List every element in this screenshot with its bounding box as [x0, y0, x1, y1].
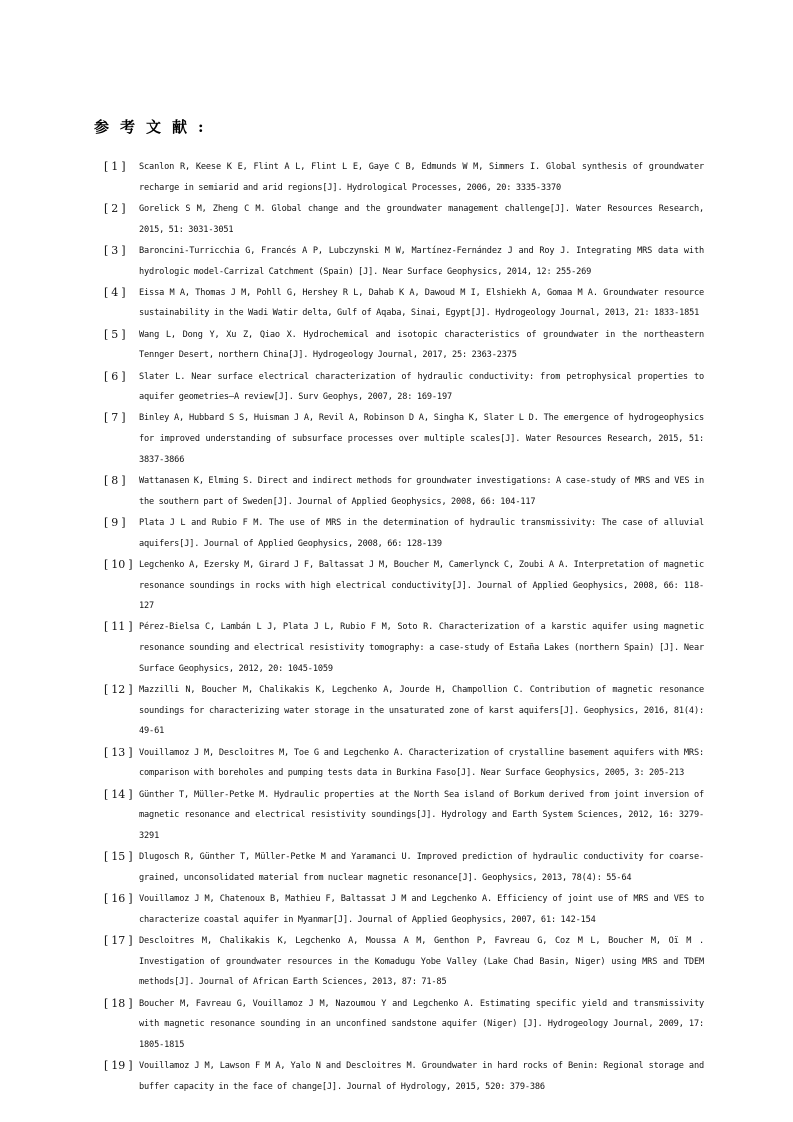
reference-text: Plata J L and Rubio F M. The use of MRS in the determination of hydraulic transmissivity: The case of alluvial aquifers[J]. Journal of Applied Geophysics, 2008, 66: 128-139 — [139, 517, 704, 549]
reference-item — [104, 367, 704, 408]
reference-number: [ 18 ] — [104, 996, 133, 1010]
reference-number: [ 13 ] — [104, 745, 133, 759]
reference-text: Eissa M A, Thomas J M, Pohll G, Hershey R L, Dahab K A, Dawoud M I, Elshiekh A, Gomaa M A. Groundwater resource sustainability in the Wadi Watir delta, Gulf of Aqaba, Sinai, Egypt[J]. Hydrogeology Journal, 2013, 21: 1833-1851 — [139, 287, 704, 319]
reference-number: [ 2 ] — [104, 201, 126, 215]
reference-text: Descloitres M, Chalikakis K, Legchenko A, Moussa A M, Genthon P, Favreau G, Coz M L, Boucher M, Oï M . Investigation of groundwater resources in the Komadugu Yobe Valley (Lake Chad Basin, Niger) using MRS and TDEM methods[J]. Journal of African Earth Sciences, 2013, 87: 71-85 — [139, 936, 704, 988]
reference-item — [104, 889, 704, 930]
reference-number: [ 16 ] — [104, 892, 133, 906]
reference-text: Baroncini-Turricchia G, Francés A P, Lubczynski M W, Martínez-Fernández J and Roy J. Integrating MRS data with hydrologic model-Carrizal Catchment (Spain) [J]. Near Surface Geophysics, 2014, 12: 255-269 — [139, 245, 704, 277]
reference-item — [104, 680, 704, 742]
reference-text: Legchenko A, Ezersky M, Girard J F, Baltassat J M, Boucher M, Camerlynck C, Zoubi A A. Interpretation of magnetic resonance soundings in rocks with high electrical conductivity[J]. Journal of Applied Geophysics, 2008, 66: 118-127 — [139, 559, 704, 612]
reference-item — [104, 1056, 704, 1097]
reference-number: [ 14 ] — [104, 787, 133, 801]
reference-number: [ 19 ] — [104, 1059, 133, 1073]
reference-text: Boucher M, Favreau G, Vouillamoz J M, Nazoumou Y and Legchenko A. Estimating specific yield and transmissivity with magnetic resonance sounding in an unconfined sandstone aquifer (Niger) [J]. Hydrogeology Journal, 2009, 17: 1805-1815 — [139, 998, 704, 1051]
reference-number: [ 3 ] — [104, 243, 126, 257]
reference-text: Vouillamoz J M, Lawson F M A, Yalo N and Descloitres M. Groundwater in hard rocks of Benin: Regional storage and buffer capacity in the face of change[J]. Journal of Hydrology, 2015, 520: 379-386 — [139, 1061, 704, 1092]
reference-number: [ 8 ] — [104, 474, 126, 488]
reference-item — [104, 325, 704, 366]
reference-item — [104, 241, 704, 282]
reference-item — [104, 994, 704, 1056]
reference-text: Gorelick S M, Zheng C M. Global change and the groundwater management challenge[J]. Water Resources Research, 2015, 51: 3031-3051 — [139, 203, 704, 235]
reference-text: Binley A, Hubbard S S, Huisman J A, Revil A, Robinson D A, Singha K, Slater L D. The emergence of hydrogeophysics for improved understanding of subsurface processes over multiple scales[J]. Water Resources Research, 2015, 51: 3837-3866 — [139, 413, 704, 465]
reference-text: Vouillamoz J M, Chatenoux B, Mathieu F, Baltassat J M and Legchenko A. Efficiency of joint use of MRS and VES to characterize coastal aquifer in Myanmar[J]. Journal of Applied Geophysics, 2007, 61: 142-154 — [139, 894, 704, 925]
reference-text: Wang L, Dong Y, Xu Z, Qiao X. Hydrochemical and isotopic characteristics of groundwater in the northeastern Tennger Desert, northern China[J]. Hydrogeology Journal, 2017, 25: 2363-2375 — [139, 329, 704, 361]
reference-number: [ 6 ] — [104, 369, 126, 383]
reference-item — [104, 199, 704, 240]
reference-number: [ 4 ] — [104, 285, 126, 299]
reference-item — [104, 408, 704, 470]
reference-number: [ 15 ] — [104, 850, 133, 864]
reference-number: [ 12 ] — [104, 683, 133, 697]
reference-text: Wattanasen K, Elming S. Direct and indirect methods for groundwater investigations: A case-study of MRS and VES in the southern part of Sweden[J]. Journal of Applied Geophysics, 2008, 66: 104-117 — [139, 476, 704, 507]
reference-item — [104, 847, 704, 888]
reference-number: [ 5 ] — [104, 327, 126, 341]
reference-text: Scanlon R, Keese K E, Flint A L, Flint L E, Gaye C B, Edmunds W M, Simmers I. Global synthesis of groundwater recharge in semiarid and arid regions[J]. Hydrological Processes, 2006, 20: 3335-3370 — [139, 162, 704, 193]
reference-list — [104, 157, 704, 1098]
references-heading: 参考文献: — [94, 118, 215, 136]
reference-item — [104, 471, 704, 512]
reference-item — [104, 931, 704, 993]
reference-item — [104, 743, 704, 784]
reference-item — [104, 283, 704, 324]
reference-number: [ 10 ] — [104, 557, 133, 571]
reference-number: [ 9 ] — [104, 515, 126, 529]
reference-number: [ 11 ] — [104, 620, 133, 634]
reference-number: [ 17 ] — [104, 934, 133, 948]
reference-number: [ 7 ] — [104, 411, 126, 425]
reference-item — [104, 513, 704, 554]
reference-text: Vouillamoz J M, Descloitres M, Toe G and Legchenko A. Characterization of crystalline basement aquifers with MRS: comparison with boreholes and pumping tests data in Burkina Faso[J]. Near Surface Geophysics, 2005, 3: 205-213 — [139, 747, 704, 779]
reference-item — [104, 157, 704, 198]
reference-text: Slater L. Near surface electrical characterization of hydraulic conductivity: from petrophysical properties to aquifer geometries–A review[J]. Surv Geophys, 2007, 28: 169-197 — [139, 371, 704, 403]
reference-item — [104, 555, 704, 617]
reference-text: Günther T, Müller-Petke M. Hydraulic properties at the North Sea island of Borkum derived from joint inversion of magnetic resonance and electrical resistivity soundings[J]. Hydrology and Earth System Sciences, 2012, 16: 3279-3291 — [139, 789, 704, 841]
reference-text: Dlugosch R, Günther T, Müller-Petke M and Yaramanci U. Improved prediction of hydraulic conductivity for coarse-grained, unconsolidated material from nuclear magnetic resonance[J]. Geophysics, 2013, 78(4): 55-64 — [139, 852, 704, 883]
reference-text: Pérez-Bielsa C, Lambán L J, Plata J L, Rubio F M, Soto R. Characterization of a karstic aquifer using magnetic resonance sounding and electrical resistivity tomography: a case-study of Estaña Lakes (northern Spain) [J]. Near Surface Geophysics, 2012, 20: 1045-1059 — [139, 622, 704, 674]
reference-item — [104, 617, 704, 679]
reference-text: Mazzilli N, Boucher M, Chalikakis K, Legchenko A, Jourde H, Champollion C. Contribution of magnetic resonance soundings for characterizing water storage in the unsaturated zone of karst aquifers[J]. Geophysics, 2016, 81(4): 49-61 — [139, 685, 704, 737]
reference-number: [ 1 ] — [104, 160, 126, 173]
reference-item — [104, 785, 704, 847]
